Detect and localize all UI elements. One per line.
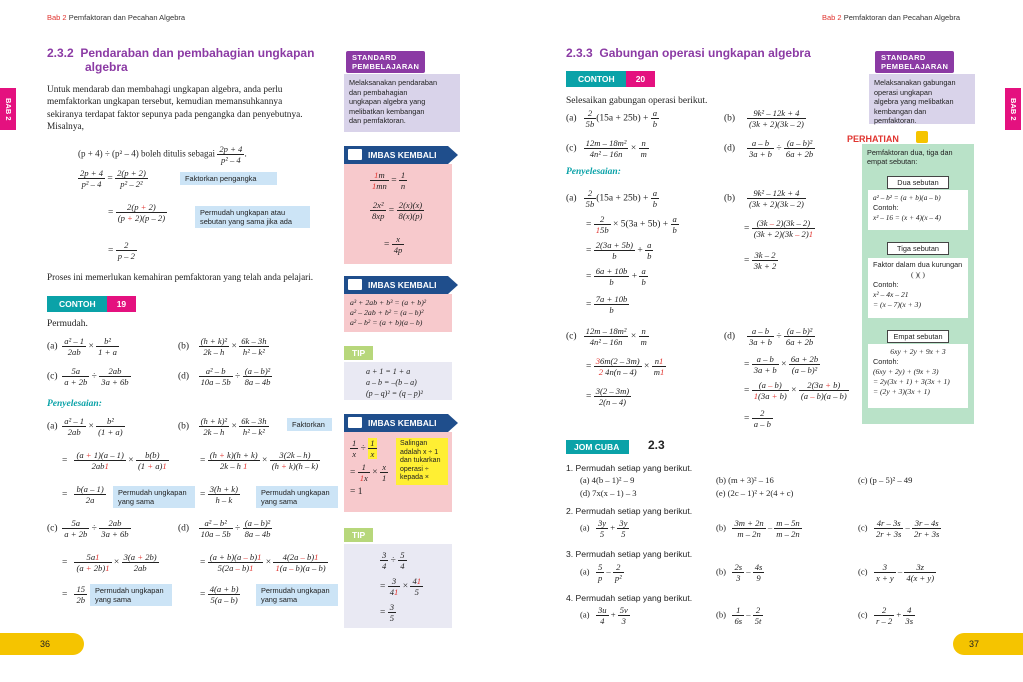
tip-2-header: TIP — [344, 528, 373, 542]
imbas-kembali-3-box — [344, 432, 452, 512]
tiga-sebutan-label: Tiga sebutan — [887, 242, 949, 255]
imbas-kembali-2-box: a³ + 2ab + b³ = (a + b)² a² – 2ab + b² = (a – b)² a² – b² = (a + b)(a – b) — [344, 294, 452, 332]
example-line: (p + 4) ÷ (p² – 4) boleh ditulis sebagai $\frac{2p + 4}{\text{p² – 4}}$ . — [78, 144, 247, 165]
note-permudah-c: Permudah ungkapan yang sama — [90, 584, 172, 606]
ik3-line3: = 1 — [350, 487, 363, 497]
q3a: (a) $\frac{5}{p}$ – $\frac{2}{\text{p²}}$ — [580, 562, 622, 583]
q2c: (c) $\frac{4r - 3s}{2r + 3s}$ – $\frac{3r - 4s}{2r + 3s}$ — [858, 518, 940, 539]
q3-title: 3. Permudah setiap yang berikut. — [566, 549, 693, 559]
jom-cuba-label: JOM CUBA — [566, 440, 629, 454]
perhatian-box: Pemfaktoran dua, tiga dan empat sebutan: — [862, 144, 974, 424]
sol20-b-1: (b) $\frac{\text{9k² – 12k + 4}}{(3k + 2)(3k - 2)}$ — [724, 188, 804, 209]
q1d: (d) 7x(x – 1) – 3 — [580, 488, 637, 498]
megaphone-icon — [916, 131, 928, 143]
side-tab-right: BAB 2 — [1005, 88, 1021, 130]
perhatian-label: PERHATIAN — [847, 134, 899, 144]
q20-a: (a) $\frac{2}{5b}$ (15a + 25b) + $\frac{a}{b}$ — [566, 108, 658, 129]
salingan-note: Salingan adalah x ÷ 1 dan tukarkan operasi ÷ kepada × — [396, 438, 448, 485]
sol20-d-3: = $\frac{(a - b)}{1(3a + b)}$ × $\frac{2(3a + b)}{(a - b)(a - b)}$ — [744, 380, 847, 401]
sol19-b-3: = $\frac{3(h + k)}{h - k}$ — [200, 484, 238, 505]
q1-title: 1. Permudah setiap yang berikut. — [566, 463, 693, 473]
sol19-d-2: = $\frac{(a + b)(a - b)1}{5(2a - b)1}$ × $\frac{4(2a - b)1}{1(a - b)(a - b)}$ — [200, 552, 326, 573]
sol20-c-3: = $\frac{3(2 - 3m)}{2(n - 4)}$ — [586, 386, 630, 407]
sol20-c-2: = $\frac{36m(2 - 3m)}{2 4n(n - 4)}$ × $\frac{n1}{m1}$ — [586, 356, 665, 377]
sol19-b-1: (b) $\frac{\text{(h + k)²}}{2k - h}$ × $\frac{6k - 3h}{\text{h² – k²}}$ — [178, 416, 267, 437]
sol20-b-2: = $\frac{(3k - 2)(3k - 2)}{(3k + 2)(3k - 2)1}$ — [744, 218, 813, 239]
sol19-c-2: = $\frac{5a1}{(a + 2b)1}$ × $\frac{3(a + 2b)}{2ab}$ — [62, 552, 157, 573]
sol20-b-3: = $\frac{3k - 2}{3k + 2}$ — [744, 250, 777, 271]
ik1-line3: = $\frac{x}{4p}$ — [384, 234, 403, 255]
intro-paragraph: Untuk mendarab dan membahagi ungkapan algebra, anda perlu memfaktorkan ungkapan tersebut, kemudian memansuhkannya sekiranya terdapat faktor sepunya pada pengangka dan penyebutnya. Misalnya, — [47, 85, 303, 133]
standard-header-right: STANDARD PEMBELAJARAN — [875, 51, 954, 73]
q3b: (b) $\frac{2s}{3}$ – $\frac{4s}{9}$ — [716, 562, 763, 583]
imbas-kembali-1-box — [344, 164, 452, 264]
q20-b: (b) $\frac{\text{9k² – 12k + 4}}{(3k + 2)(3k - 2)}$ — [724, 108, 804, 129]
note-permudah-b: Permudah ungkapan yang sama — [256, 486, 338, 508]
contoh-19-label: CONTOH 19 — [47, 296, 136, 312]
sol20-a-5: = $\frac{7a + 10b}{b}$ — [586, 294, 628, 315]
page-number-right: 37 — [953, 633, 1023, 655]
tip2-line3: = $\frac{3}{5}$ — [380, 602, 395, 623]
page-number-left: 36 — [0, 633, 84, 655]
section-title-left: 2.3.2 Pendaraban dan pembahagian ungkapan algebra — [47, 46, 315, 74]
dua-sebutan-label: Dua sebutan — [887, 176, 949, 189]
q20-c: (c) $\frac{\text{12m – 18m²}}{\text{4n² – 16n}}$ × $\frac{n}{m}$ — [566, 138, 647, 159]
sol19-d-3: = $\frac{4(a + b)}{5(a - b)}$ — [200, 584, 239, 605]
note-permudah-a: Permudah ungkapan yang sama — [113, 486, 195, 508]
ik3-line1: $\frac{1}{x}$ ÷ $\frac{1}{x}$ — [352, 438, 375, 459]
sol20-d-4: = $\frac{2}{a - b}$ — [744, 408, 771, 429]
sol20-c-1: (c) $\frac{\text{12m – 18m²}}{\text{4n² – 16n}}$ × $\frac{n}{m}$ — [566, 326, 647, 347]
header-right: Bab 2 Pemfaktoran dan Pecahan Algebra — [822, 13, 961, 22]
imbas-kembali-3-header: IMBAS KEMBALI — [344, 414, 448, 432]
permudah-label: Permudah. — [47, 319, 88, 329]
tip2-line1: $\frac{3}{4}$ ÷ $\frac{5}{4}$ — [382, 550, 405, 571]
standard-header-left: STANDARD PEMBELAJARAN — [346, 51, 425, 73]
standard-box-right: Melaksanakan gabungan operasi ungkapan algebra yang melibatkan kembangan dan pemfaktoran. — [869, 74, 975, 124]
note-faktor-pengangka: Faktorkan pengangka — [180, 172, 277, 185]
step-3: = $\frac{2}{p - 2}$ — [108, 240, 135, 261]
q1a: (a) 4(b – 1)² – 9 — [580, 475, 635, 485]
imbas-kembali-1-header: IMBAS KEMBALI — [344, 146, 448, 164]
sol19-a-1: (a) $\frac{\text{a² – 1}}{2ab}$ × $\frac{\text{b²}}{(1 + a)}$ — [47, 416, 123, 437]
standard-box-left: Melaksanakan pendaraban dan pembahagian ungkapan algebra yang melibatkan kembangan dan pemfaktoran. — [344, 74, 460, 132]
note-permudah-d: Permudah ungkapan yang sama — [256, 584, 338, 606]
q19-b: (b) $\frac{\text{(h + k)²}}{2k - h}$ × $\frac{6k - 3h}{\text{h² – k²}}$ — [178, 336, 267, 357]
q4a: (a) $\frac{3u}{4}$ + $\frac{5v}{3}$ — [580, 605, 628, 626]
ik1-line2: $\frac{\text{2x²}}{8xp}$ = $\frac{2(x)(x)}{8(x)(p)}$ — [372, 200, 423, 221]
tiga-sebutan-body: Faktor dalam dua kurungan ( )( ) Contoh: x² – 4x – 21 = (x – 7)(x + 3) — [868, 258, 968, 318]
sol20-a-4: = $\frac{6a + 10b}{b}$ + $\frac{a}{b}$ — [586, 266, 646, 287]
note-faktorkan: Faktorkan — [287, 418, 332, 431]
q3c: (c) $\frac{3}{x + y}$ – $\frac{3z}{4(x + y)}$ — [858, 562, 935, 583]
sol20-d-1: (d) $\frac{a - b}{3a + b}$ ÷ $\frac{\text{(a – b)²}}{6a + 2b}$ — [724, 326, 814, 347]
q1b: (b) (m + 3)² – 16 — [716, 475, 774, 485]
tip2-line2: = $\frac{3}{41}$ × $\frac{41}{5}$ — [380, 576, 422, 597]
sol19-a-3: = $\frac{b(a - 1)}{2a}$ — [62, 484, 104, 505]
sol20-a-1: (a) $\frac{2}{5b}$ (15a + 25b) + $\frac{a}{b}$ — [566, 188, 658, 209]
penyelesaian-left: Penyelesaian: — [47, 399, 102, 409]
ik3-line2: = $\frac{1}{1x}$ × $\frac{x}{1}$ — [350, 462, 387, 483]
penyelesaian-right: Penyelesaian: — [566, 167, 621, 177]
empat-sebutan-body: 6xy + 2y + 9x + 3 Contoh: (6xy + 2y) + (9x + 3) = 2y(3x + 1) + 3(3x + 1) = (2y + 3)(3x + 1) — [868, 344, 968, 408]
q4c: (c) $\frac{2}{r - 2}$ + $\frac{4}{3s}$ — [858, 605, 914, 626]
sol20-d-2: = $\frac{a - b}{3a + b}$ × $\frac{6a + 2b}{\text{(a – b)²}}$ — [744, 354, 819, 375]
dua-sebutan-body: a² – b² = (a + b)(a – b) Contoh: x² – 16 = (x + 4)(x – 4) — [868, 190, 968, 230]
sol20-a-3: = $\frac{2(3a + 5b)}{b}$ + $\frac{a}{b}$ — [586, 240, 652, 261]
step-2: = $\frac{2(p + 2)}{(p + 2)(p - 2)}$ — [108, 202, 166, 223]
q2a: (a) $\frac{3y}{5}$ + $\frac{3y}{5}$ — [580, 518, 628, 539]
section-title-right: 2.3.3 Gabungan operasi ungkapan algebra — [566, 46, 811, 60]
tip-2-box — [344, 544, 452, 628]
q19-d: (d) $\frac{\text{a² – b}}{10a - 5b}$ ÷ $\frac{\text{(a – b)²}}{8a - 4b}$ — [178, 366, 271, 387]
proses-text: Proses ini memerlukan kemahiran pemfaktoran yang telah anda pelajari. — [47, 272, 314, 282]
step-1: $\frac{2p + 4}{\text{p² – 4}}$ = $\frac{2(p + 2)}{\text{p² – 2²}}$ — [80, 168, 146, 189]
sol19-c-3: = $\frac{15}{2b}$ — [62, 584, 86, 605]
header-left: Bab 2 Pemfaktoran dan Pecahan Algebra — [47, 13, 186, 22]
sol19-b-2: = $\frac{(h + k)(h + k)}{2k - h 1}$ × $\frac{3(2k - h)}{(h + k)(h - k)}$ — [200, 450, 319, 471]
tip-1-header: TIP — [344, 346, 373, 360]
q2-title: 2. Permudah setiap yang berikut. — [566, 506, 693, 516]
sol19-d-1: (d) $\frac{\text{a² – b²}}{10a - 5b}$ ÷ $\frac{\text{(a – b)²}}{8a - 4b}$ — [178, 518, 271, 539]
sol19-c-1: (c) $\frac{5a}{a + 2b}$ ÷ $\frac{2ab}{3a + 6b}$ — [47, 518, 129, 539]
q4-title: 4. Permudah setiap yang berikut. — [566, 593, 693, 603]
contoh-20-label: CONTOH 20 — [566, 71, 655, 87]
q2b: (b) $\frac{3m + 2n}{m - 2n}$ – $\frac{m - 5n}{m - 2n}$ — [716, 518, 800, 539]
selesaikan-text: Selesaikan gabungan operasi berikut. — [566, 96, 708, 106]
jom-cuba-number: 2.3 — [648, 438, 665, 452]
q1e: (e) (2c – 1)² + 2(4 + c) — [716, 488, 794, 498]
sol20-a-2: = $\frac{2}{15b}$ × 5(3a + 5b) + $\frac{a}{b}$ — [586, 214, 677, 235]
empat-sebutan-label: Empat sebutan — [887, 330, 949, 343]
q19-a: (a) $\frac{\text{a² – 1}}{2ab}$ × $\frac{\text{b²}}{1 + a}$ — [47, 336, 117, 357]
imbas-kembali-2-header: IMBAS KEMBALI — [344, 276, 448, 294]
q4b: (b) $\frac{1}{6s}$ – $\frac{2}{5t}$ — [716, 605, 762, 626]
q20-d: (d) $\frac{a - b}{3a + b}$ ÷ $\frac{\text{(a – b)²}}{6a + 2b}$ — [724, 138, 814, 159]
q1c: (c) (p – 5)² – 49 — [858, 475, 913, 485]
note-permudah-sebutan: Permudah ungkapan atau sebutan yang sama jika ada — [195, 206, 310, 228]
side-tab-left: BAB 2 — [0, 88, 16, 130]
ik1-line1: $\frac{1m}{1mn}$ = $\frac{1}{n}$ — [372, 170, 406, 191]
tip-1-box: a + 1 = 1 + a a – b = –(b – a) (p – q)² = (q – p)² — [344, 362, 452, 400]
q19-c: (c) $\frac{5a}{a + 2b}$ ÷ $\frac{2ab}{3a + 6b}$ — [47, 366, 129, 387]
sol19-a-2: = $\frac{(a + 1)(a - 1)}{2ab1}$ × $\frac{b(b)}{(1 + a)1}$ — [62, 450, 167, 471]
